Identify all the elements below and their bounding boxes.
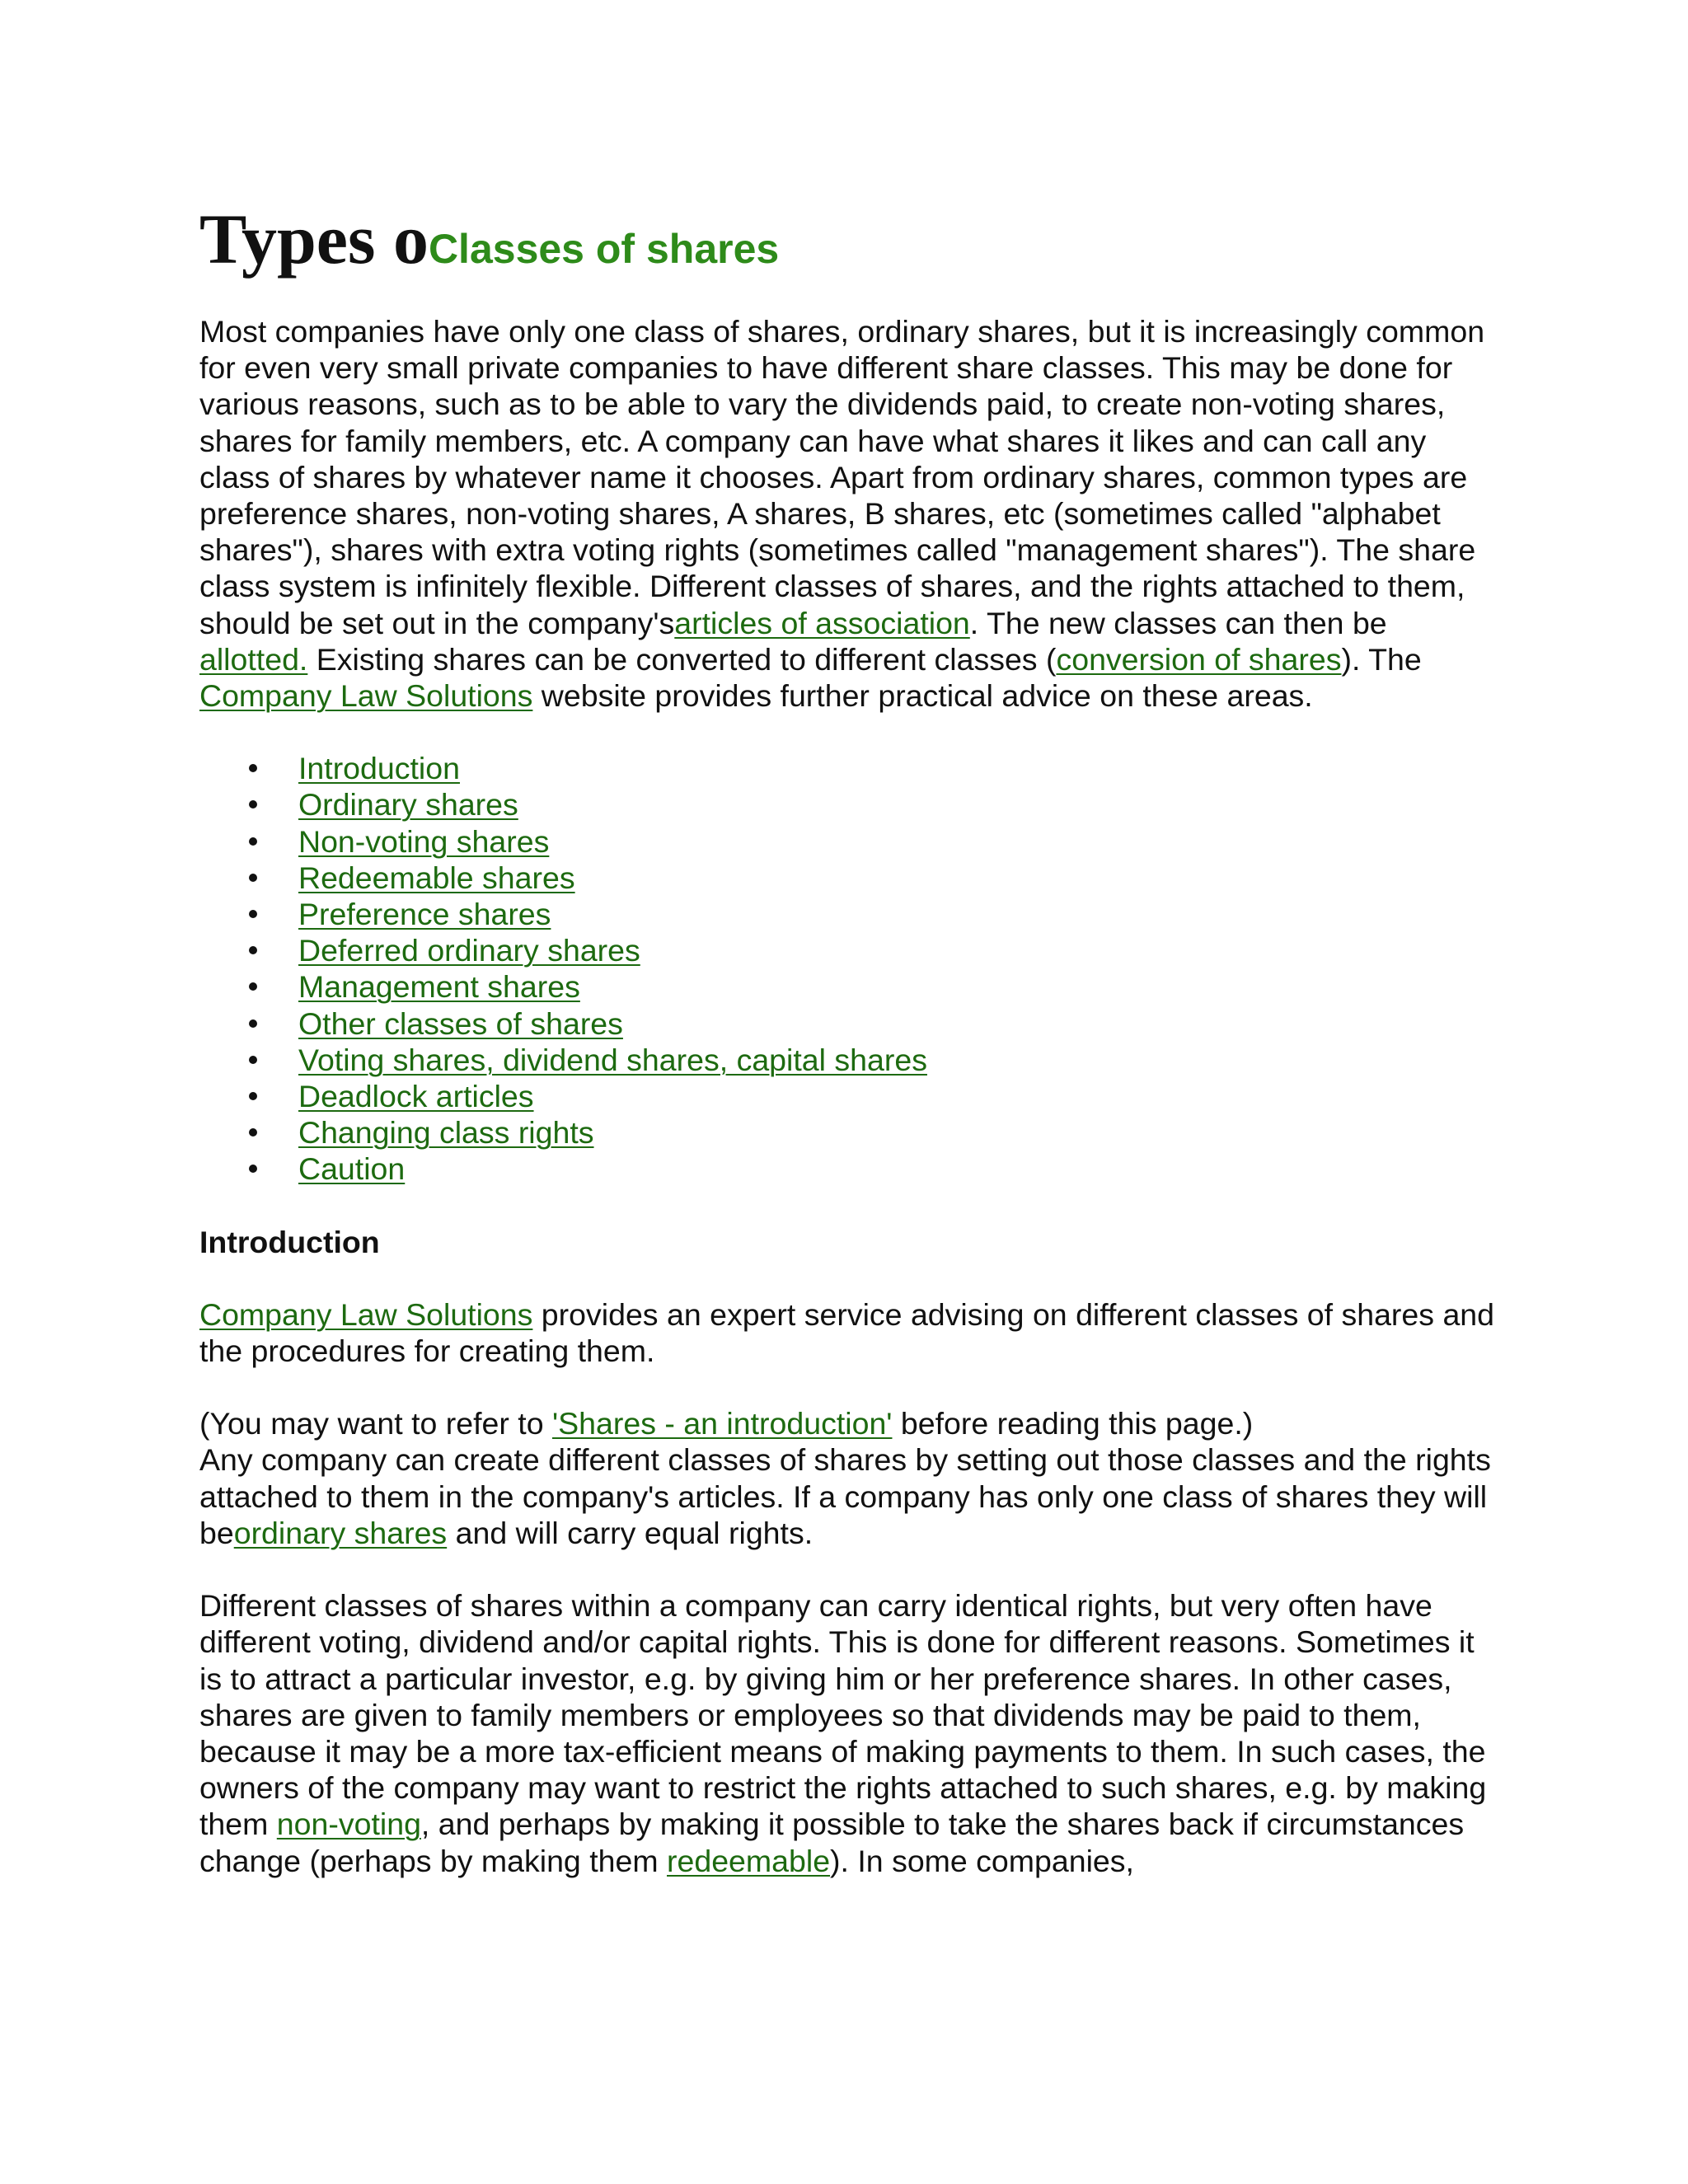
toc-item bbox=[298, 860, 1502, 896]
toc-link-management-shares[interactable]: Management shares bbox=[298, 969, 580, 1005]
introduction-heading: Introduction bbox=[199, 1224, 380, 1259]
toc-item bbox=[298, 1042, 1502, 1078]
introduction-paragraph-2 bbox=[199, 1405, 1502, 1441]
toc-link-introduction[interactable]: Introduction bbox=[298, 751, 460, 786]
title-main: Classes of shares bbox=[428, 226, 780, 272]
paragraph-text: and will carry equal rights. bbox=[447, 1515, 814, 1550]
toc-link-caution[interactable]: Caution bbox=[298, 1151, 406, 1187]
paragraph-text: Different classes of shares within a company can carry identical rights, but very often have different voting, dividend and/or capital rights. This is done for different reasons. Sometimes it is to attract a particular investor, e.g. by giving him or her preference shares. In other cases, shares are given to family members or employees so that dividends may be paid to them, because it may be a more tax-efficient means of making payments to them. In such cases, the owners of the company may want to restrict the rights attached to such shares, e.g. by making them bbox=[199, 1588, 1487, 1842]
toc-link-redeemable-shares[interactable]: Redeemable shares bbox=[298, 860, 575, 895]
paragraph-text: before reading this page.) bbox=[892, 1406, 1254, 1441]
toc-item bbox=[298, 1151, 1502, 1187]
toc-link-preference-shares[interactable]: Preference shares bbox=[298, 897, 551, 932]
toc-item bbox=[298, 1005, 1502, 1042]
document-page bbox=[199, 198, 1502, 1879]
intro-paragraph bbox=[199, 313, 1502, 714]
shares-introduction-link[interactable]: 'Shares - an introduction' bbox=[552, 1406, 893, 1441]
allotted-link[interactable]: allotted. bbox=[199, 641, 308, 677]
bullet-icon bbox=[249, 1056, 257, 1064]
ordinary-shares-link[interactable]: ordinary shares bbox=[233, 1515, 448, 1550]
bullet-icon bbox=[249, 946, 257, 954]
bullet-icon bbox=[249, 837, 257, 846]
title-prefix: Types o bbox=[199, 199, 429, 279]
non-voting-link[interactable]: non-voting bbox=[276, 1807, 421, 1842]
toc-link-ordinary-shares[interactable]: Ordinary shares bbox=[298, 787, 518, 823]
company-law-solutions-link[interactable]: Company Law Solutions bbox=[199, 678, 533, 714]
toc-item bbox=[298, 1114, 1502, 1151]
conversion-of-shares-link[interactable]: conversion of shares bbox=[1056, 641, 1342, 677]
articles-of-association-link[interactable]: articles of association bbox=[674, 605, 970, 640]
bullet-icon bbox=[249, 874, 257, 882]
intro-text: ). The bbox=[1341, 641, 1422, 677]
table-of-contents bbox=[199, 750, 1502, 1187]
bullet-icon bbox=[249, 982, 257, 991]
paragraph-text: (You may want to refer to bbox=[199, 1406, 552, 1441]
toc-link-deadlock-articles[interactable]: Deadlock articles bbox=[298, 1079, 534, 1114]
toc-item bbox=[298, 750, 1502, 786]
toc-link-deferred-ordinary-shares[interactable]: Deferred ordinary shares bbox=[298, 933, 640, 968]
toc-item bbox=[298, 968, 1502, 1005]
toc-link-other-classes-of-shares[interactable]: Other classes of shares bbox=[298, 1005, 623, 1041]
bullet-icon bbox=[249, 1092, 257, 1100]
redeemable-link[interactable]: redeemable bbox=[667, 1843, 831, 1878]
bullet-icon bbox=[249, 1128, 257, 1137]
paragraph-text: provides an expert service advising on different classes of shares and the procedures for creating them. bbox=[199, 1296, 1495, 1369]
intro-text: Most companies have only one class of shares, ordinary shares, but it is increasingly common for even very small private companies to have different share classes. This may be done for various reasons, such as to be able to vary the dividends paid, to create non-voting shares, shares for family members, etc. A company can have what shares it likes and can call any class of shares by whatever name it chooses. Apart from ordinary shares, common types are preference shares, non-voting shares, A shares, B shares, etc (sometimes called "alphabet shares"), shares with extra voting rights (sometimes called "management shares"). The share class system is infinitely flexible. Different classes of shares, and the rights attached to them, should be set out in the company's bbox=[199, 314, 1485, 640]
paragraph-text: , and perhaps by making it possible to take the shares back if circumstances change (perhaps by making them bbox=[199, 1807, 1465, 1878]
paragraph-text: ). In some companies, bbox=[830, 1843, 1134, 1878]
toc-link-voting-dividend-capital-shares[interactable]: Voting shares, dividend shares, capital shares bbox=[298, 1042, 927, 1077]
page-title bbox=[199, 198, 1502, 280]
intro-text: Existing shares can be converted to different classes ( bbox=[307, 641, 1057, 677]
toc-item bbox=[298, 1078, 1502, 1114]
bullet-icon bbox=[249, 1165, 257, 1173]
toc-item bbox=[298, 932, 1502, 968]
paragraph-text: Any company can create different classes of shares by setting out those classes and the rights attached to them in the company's articles. If a company has only one class of shares they will be bbox=[199, 1442, 1491, 1550]
company-law-solutions-link[interactable]: Company Law Solutions bbox=[199, 1296, 533, 1332]
introduction-paragraph-1 bbox=[199, 1296, 1502, 1369]
toc-item bbox=[298, 786, 1502, 823]
toc-link-changing-class-rights[interactable]: Changing class rights bbox=[298, 1115, 594, 1151]
bullet-icon bbox=[249, 800, 257, 808]
intro-text: website provides further practical advice on these areas. bbox=[532, 678, 1313, 714]
introduction-paragraph-3 bbox=[199, 1441, 1502, 1551]
introduction-paragraph-4 bbox=[199, 1587, 1502, 1879]
toc-item bbox=[298, 896, 1502, 932]
toc-item bbox=[298, 823, 1502, 860]
bullet-icon bbox=[249, 910, 257, 918]
toc-link-non-voting-shares[interactable]: Non-voting shares bbox=[298, 823, 550, 859]
bullet-icon bbox=[249, 1019, 257, 1028]
bullet-icon bbox=[249, 764, 257, 772]
intro-text: . The new classes can then be bbox=[969, 605, 1387, 640]
